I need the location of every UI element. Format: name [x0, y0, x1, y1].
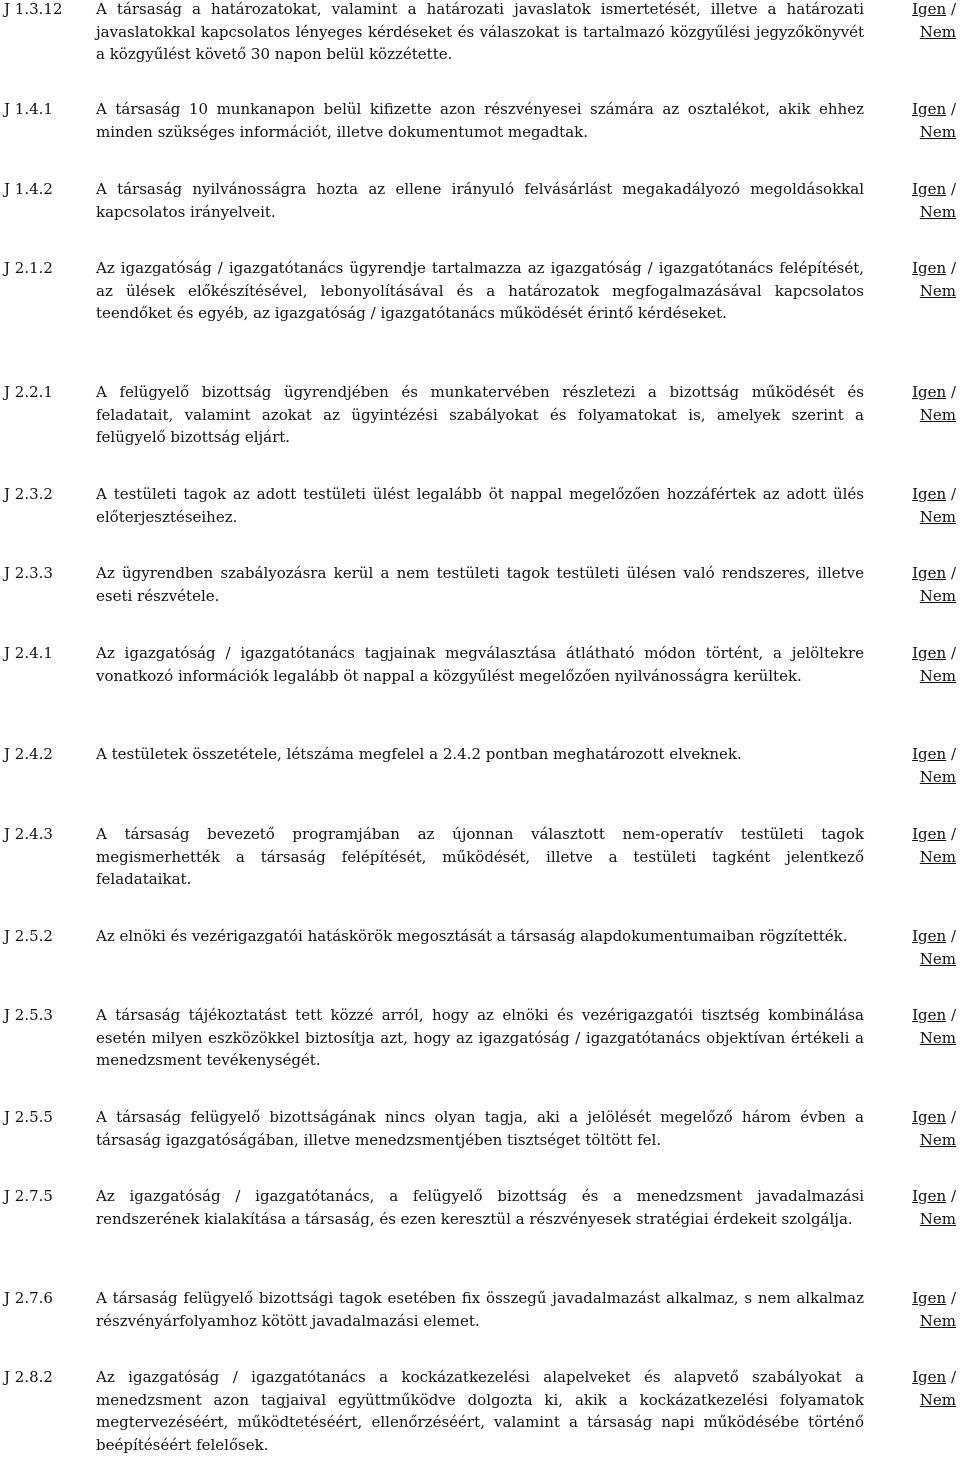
answer-separator: / — [946, 383, 956, 401]
answer-options — [900, 178, 960, 223]
answer-options — [900, 1185, 960, 1230]
statement-text: A társaság nyilvánosságra hozta az ellene irányuló felvásárlást megakadályozó megoldásokkal kapcsolatos irányelveit. — [96, 180, 864, 221]
statement-text: A társaság 10 munkanapon belül kifizette azon részvényesei számára az osztalékot, akik ehhez minden szükséges információt, illetve dokumentumot megadtak. — [96, 100, 864, 141]
statement-text: A társaság felügyelő bizottságának nincs olyan tagja, aki a jelölését megelőző három évben a társaság igazgatóságában, illetve menedzsmentjében tisztséget töltött fel. — [96, 1108, 864, 1149]
statement-code: J 2.7.6 — [4, 1289, 53, 1307]
nem-option[interactable]: Nem — [919, 507, 956, 526]
statement-text: Az igazgatóság / igazgatótanács tagjainak megválasztása átlátható módon történt, a jelöltekre vonatkozó információk legalább öt nappal a közgyűlést megelőzően nyilvánosságra kerültek. — [96, 644, 864, 685]
igen-option[interactable]: Igen — [912, 100, 947, 118]
nem-option[interactable]: Nem — [919, 949, 956, 968]
statement-text: A társaság tájékoztatást tett közzé arról, hogy az elnöki és vezérigazgatói tisztség kombinálása esetén milyen eszközökkel biztosítja azt, hogy az igazgatóság / igazgatótanács objektívan értékeli a menedzsment tevékenységét. — [96, 1006, 864, 1069]
answer-options — [900, 381, 960, 426]
nem-option[interactable]: Nem — [919, 666, 956, 685]
statement-code: J 1.4.2 — [4, 180, 53, 198]
answer-separator: / — [946, 1289, 956, 1307]
igen-option[interactable]: Igen — [912, 0, 947, 18]
igen-option[interactable]: Igen — [912, 644, 947, 662]
igen-option[interactable]: Igen — [912, 383, 947, 401]
answer-separator: / — [946, 259, 956, 277]
answer-separator: / — [946, 825, 956, 843]
igen-option[interactable]: Igen — [912, 259, 947, 277]
answer-options — [900, 1287, 960, 1332]
answer-separator: / — [946, 100, 956, 118]
answer-options — [900, 257, 960, 302]
answer-separator: / — [946, 180, 956, 198]
igen-option[interactable]: Igen — [912, 1108, 947, 1126]
igen-option[interactable]: Igen — [912, 1289, 947, 1307]
statement-code: J 2.1.2 — [4, 259, 53, 277]
igen-option[interactable]: Igen — [912, 825, 947, 843]
statement-text: Az igazgatóság / igazgatótanács, a felügyelő bizottság és a menedzsment javadalmazási rendszerének kialakítása a társaság, és ezen keresztül a részvényesek stratégiai érdekeit szolgálja. — [96, 1187, 864, 1228]
statement-code: J 2.3.2 — [4, 485, 53, 503]
nem-option[interactable]: Nem — [919, 1390, 956, 1409]
answer-options — [900, 1366, 960, 1411]
answer-separator: / — [946, 927, 956, 945]
statement-text: A testületek összetétele, létszáma megfelel a 2.4.2 pontban meghatározott elveknek. — [96, 745, 742, 763]
igen-option[interactable]: Igen — [912, 927, 947, 945]
nem-option[interactable]: Nem — [919, 405, 956, 424]
statement-code: J 1.4.1 — [4, 100, 53, 118]
answer-options — [900, 642, 960, 687]
answer-separator: / — [946, 485, 956, 503]
nem-option[interactable]: Nem — [919, 767, 956, 786]
answer-separator: / — [946, 745, 956, 763]
igen-option[interactable]: Igen — [912, 1368, 947, 1386]
statement-text: A társaság a határozatokat, valamint a határozati javaslatok ismertetését, illetve a határozati javaslatokkal kapcsolatos lényeges kérdéseket és válaszokat is tartalmazó közgyűlési jegyzőkönyvét a közgyűlést követő 30 napon belül közzétette. — [96, 0, 864, 63]
statement-code: J 2.5.2 — [4, 927, 53, 945]
statement-text: A társaság bevezető programjában az újonnan választott nem-operatív testületi tagok megismerhették a társaság felépítését, működését, illetve a testületi tagként jelentkező feladataikat. — [96, 825, 864, 888]
igen-option[interactable]: Igen — [912, 180, 947, 198]
statement-code: J 2.5.5 — [4, 1108, 53, 1126]
statement-text: A társaság felügyelő bizottsági tagok esetében fix összegű javadalmazást alkalmaz, s nem alkalmaz részvényárfolyamhoz kötött javadalmazási elemet. — [96, 1289, 864, 1330]
statement-code: J 2.4.1 — [4, 644, 53, 662]
statement-text: Az igazgatóság / igazgatótanács ügyrendje tartalmazza az igazgatóság / igazgatótanács felépítését, az ülések előkészítésével, lebonyolításával és a határozatok megfogalmazásával kapcsolatos teendőket és egyéb, az igazgatóság / igazgatótanács működését érintő kérdéseket. — [96, 259, 864, 322]
statement-code: J 1.3.12 — [4, 0, 63, 18]
statement-code: J 2.7.5 — [4, 1187, 53, 1205]
statement-code: J 2.2.1 — [4, 383, 53, 401]
statement-code: J 2.5.3 — [4, 1006, 53, 1024]
answer-options — [900, 0, 960, 43]
statement-code: J 2.8.2 — [4, 1368, 53, 1386]
nem-option[interactable]: Nem — [919, 1311, 956, 1330]
answer-options — [900, 823, 960, 868]
answer-separator: / — [946, 1368, 956, 1386]
nem-option[interactable]: Nem — [919, 281, 956, 300]
igen-option[interactable]: Igen — [912, 1187, 947, 1205]
statement-text: Az elnöki és vezérigazgatói hatáskörök megosztását a társaság alapdokumentumaiban rögzítették. — [96, 927, 848, 945]
answer-options — [900, 98, 960, 143]
nem-option[interactable]: Nem — [919, 586, 956, 605]
statement-text: A testületi tagok az adott testületi ülést legalább öt nappal megelőzően hozzáfértek az adott ülés előterjesztéseihez. — [96, 485, 864, 526]
statement-code: J 2.4.2 — [4, 745, 53, 763]
statement-text: A felügyelő bizottság ügyrendjében és munkatervében részletezi a bizottság működését és feladatait, valamint azokat az ügyintézési szabályokat és folyamatokat is, amelyek szerint a felügyelő bizottság eljárt. — [96, 383, 864, 446]
igen-option[interactable]: Igen — [912, 1006, 947, 1024]
answer-options — [900, 1004, 960, 1049]
nem-option[interactable]: Nem — [919, 202, 956, 221]
igen-option[interactable]: Igen — [912, 485, 947, 503]
answer-options — [900, 925, 960, 970]
answer-options — [900, 483, 960, 528]
nem-option[interactable]: Nem — [919, 122, 956, 141]
answer-separator: / — [946, 564, 956, 582]
answer-options — [900, 1106, 960, 1151]
igen-option[interactable]: Igen — [912, 745, 947, 763]
nem-option[interactable]: Nem — [919, 1130, 956, 1149]
statement-code: J 2.3.3 — [4, 564, 53, 582]
answer-options — [900, 743, 960, 788]
nem-option[interactable]: Nem — [919, 22, 956, 41]
statement-text: Az igazgatóság / igazgatótanács a kockázatkezelési alapelveket és alapvető szabályokat a menedzsment azon tagjaival együttműködve dolgozta ki, akik a kockázatkezelési folyamatok megtervezéséért, működtetéséért, ellenőrzéséért, valamint a társaság napi működésébe történő beépítéséért felelősek. — [96, 1368, 864, 1454]
answer-separator: / — [946, 1006, 956, 1024]
statement-code: J 2.4.3 — [4, 825, 53, 843]
answer-separator: / — [946, 0, 956, 18]
answer-separator: / — [946, 1187, 956, 1205]
statement-text: Az ügyrendben szabályozásra kerül a nem testületi tagok testületi ülésen való rendszeres, illetve eseti részvétele. — [96, 564, 864, 605]
nem-option[interactable]: Nem — [919, 1028, 956, 1047]
igen-option[interactable]: Igen — [912, 564, 947, 582]
nem-option[interactable]: Nem — [919, 1209, 956, 1228]
answer-separator: / — [946, 644, 956, 662]
answer-separator: / — [946, 1108, 956, 1126]
answer-options — [900, 562, 960, 607]
nem-option[interactable]: Nem — [919, 847, 956, 866]
